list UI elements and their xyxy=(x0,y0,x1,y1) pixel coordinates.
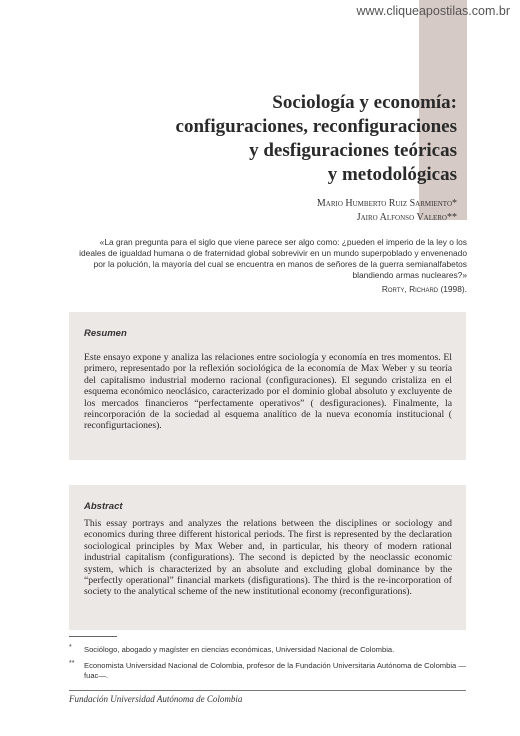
epigraph-author: Rorty, Richard xyxy=(381,284,439,294)
page-footer: Fundación Universidad Autónoma de Colombia xyxy=(69,694,243,704)
author-name: Jairo Alfonso Valero** xyxy=(356,212,457,223)
footnote xyxy=(69,661,466,681)
title-line: y metodológicas xyxy=(327,164,457,185)
resumen-text: Este ensayo expone y analiza las relaciones entre sociología y economía en tres momentos. El primero, representado por la reflexión sociológica de la economía de Max Weber y su teoría del capitalismo industrial moderno racional (configuraciones). El segundo cristaliza en el esquema económico neoclásico, caracterizado por el dominio global absoluto y excluyente de los mercados financieros “perfectamente operativos” ( desfiguraciones). Finalmente, la reincorporación de la sociedad al esquema analítico de la nueva economía institucional ( reconfigurtaciones). xyxy=(84,352,452,432)
resumen-heading: Resumen xyxy=(84,328,127,339)
epigraph-source xyxy=(382,284,467,294)
epigraph-year: (1998). xyxy=(440,284,467,294)
abstract-box xyxy=(69,485,466,630)
footnote xyxy=(69,645,466,655)
footnote-divider xyxy=(69,636,117,637)
title-line: Sociología y economía: xyxy=(272,92,457,113)
watermark-url[interactable]: www.cliqueapostilas.com.br xyxy=(356,4,510,18)
article-title xyxy=(77,91,457,187)
resumen-box xyxy=(69,312,466,460)
epigraph-quote: «La gran pregunta para el siglo que viene parece ser algo como: ¿pueden el imperio de la ley o los ideales de igualdad humana o de fraternidad global sobrevivir en un mundo superpoblado y envenenado por la polución, la mayoría del cual se encuentra en manos de señores de la guerra semianalfabetos blandiendo armas nucleares?» xyxy=(79,237,467,280)
author-name: Mario Humberto Ruiz Sarmiento* xyxy=(316,198,457,209)
title-line: y desfiguraciones teóricas xyxy=(249,140,457,161)
abstract-text: This essay portrays and analyzes the relations between the disciplines or sociology and economics during three different historical periods. The first is represented by the declaration sociological principles by Max Weber and, in particular, his theory of modern rational industrial capitalism (configurations). The second is depicted by the neoclassic economic system, which is characterized by an absolute and excluding global dominance by the “perfectly operational” financial markets (disfigurations). The third is the re-incorporation of society to the analytical scheme of the new institutional economy (reconfigurations). xyxy=(84,518,452,598)
author-list xyxy=(317,197,457,225)
footnote-text: Sociólogo, abogado y magíster en ciencias económicas, Universidad Nacional de Colombia. xyxy=(84,645,395,654)
footer-divider xyxy=(69,690,466,691)
abstract-heading: Abstract xyxy=(84,501,123,512)
footnote-mark: * xyxy=(69,644,72,651)
title-line: configuraciones, reconfiguraciones xyxy=(175,116,457,137)
footnote-text: Economista Universidad Nacional de Colombia, profesor de la Fundación Universitaria Autónoma de Colombia —fuac—. xyxy=(84,661,466,680)
footnote-mark: ** xyxy=(69,660,75,667)
